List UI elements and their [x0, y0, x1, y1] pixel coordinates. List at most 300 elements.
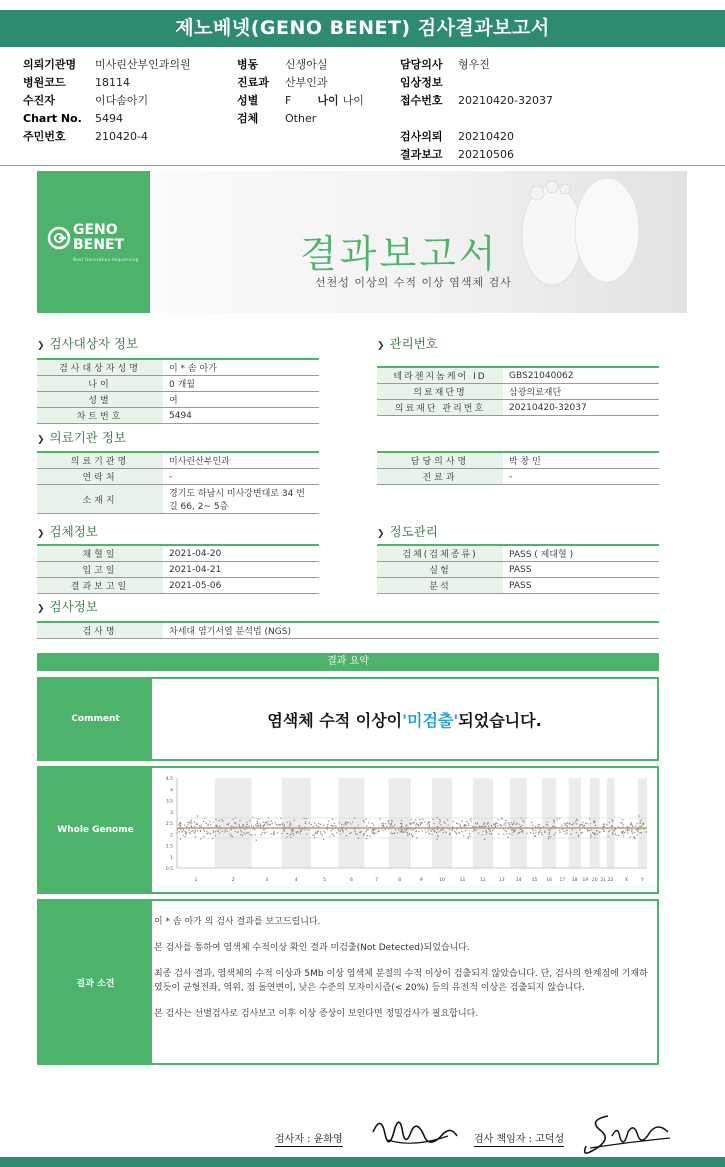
data-point	[354, 829, 355, 830]
row-value: 삼광의료재단	[503, 384, 659, 400]
chromosome-label: 6	[349, 878, 353, 883]
comment-block	[37, 677, 659, 761]
data-point	[397, 832, 398, 833]
data-point	[612, 833, 613, 834]
chief-signature	[580, 1108, 680, 1156]
data-point	[567, 825, 568, 826]
data-point	[394, 824, 395, 825]
data-point	[331, 825, 332, 826]
data-point	[624, 832, 625, 833]
data-point	[631, 829, 632, 830]
data-point	[271, 820, 272, 821]
chromosome-label: 22	[607, 878, 614, 883]
data-point	[373, 824, 374, 825]
data-point	[521, 817, 522, 818]
data-point	[490, 825, 491, 826]
arrow-icon: ❯	[37, 604, 45, 614]
data-point	[228, 824, 229, 825]
data-point	[203, 836, 204, 837]
data-point	[585, 822, 586, 823]
data-point	[485, 834, 486, 835]
row-value: 경기도 하남시 미사강변대로 34 번길 66, 2~ 5층	[163, 485, 319, 514]
data-point	[594, 821, 595, 822]
data-point	[218, 820, 219, 821]
data-point	[258, 818, 259, 819]
data-point	[567, 830, 568, 831]
data-point	[428, 829, 429, 830]
data-point	[418, 825, 419, 826]
data-point	[449, 834, 450, 835]
header-divider	[0, 165, 725, 166]
data-point	[421, 822, 422, 823]
table-row	[377, 400, 659, 416]
data-point	[615, 833, 616, 834]
data-point	[318, 823, 319, 824]
data-point	[212, 838, 213, 839]
data-point	[334, 835, 335, 836]
row-label: 차트번호	[37, 408, 163, 424]
data-point	[306, 833, 307, 834]
y-tick-label: 3.5	[165, 799, 173, 805]
data-point	[607, 836, 608, 837]
data-point	[447, 824, 448, 825]
data-point	[463, 835, 464, 836]
header-value: F	[285, 94, 292, 107]
data-point	[391, 833, 392, 834]
data-point	[328, 820, 329, 821]
data-point	[590, 837, 591, 838]
data-point	[599, 831, 600, 832]
data-point	[248, 826, 249, 827]
data-point	[556, 819, 557, 820]
data-point	[259, 823, 260, 824]
data-point	[274, 834, 275, 835]
data-point	[345, 829, 346, 830]
data-point	[554, 834, 555, 835]
data-point	[295, 831, 296, 832]
chromosome-label: Y	[641, 878, 645, 883]
header-label: 결과보고	[400, 148, 443, 161]
data-point	[289, 825, 290, 826]
data-point	[269, 824, 270, 825]
data-point	[338, 829, 339, 830]
data-point	[393, 833, 394, 834]
data-point	[231, 825, 232, 826]
chromosome-label: 20	[591, 878, 598, 883]
data-point	[564, 823, 565, 824]
data-point	[437, 836, 438, 837]
table-row	[377, 367, 659, 384]
data-point	[517, 833, 518, 834]
data-point	[467, 837, 468, 838]
data-point	[639, 822, 640, 823]
data-point	[432, 829, 433, 830]
chromosome-label: 14	[515, 878, 522, 883]
data-point	[636, 834, 637, 835]
chromosome-band	[569, 778, 581, 868]
data-point	[464, 824, 465, 825]
data-point	[246, 822, 247, 823]
data-point	[576, 832, 577, 833]
header-column-1	[23, 56, 191, 146]
data-point	[322, 834, 323, 835]
data-point	[197, 815, 198, 816]
data-point	[485, 830, 486, 831]
data-point	[210, 833, 211, 834]
data-point	[366, 838, 367, 839]
data-point	[232, 819, 233, 820]
data-point	[349, 833, 350, 834]
y-tick-label: 2	[170, 833, 173, 839]
arrow-icon: ❯	[37, 529, 45, 539]
data-point	[557, 817, 558, 818]
row-value: PASS	[503, 578, 659, 594]
data-point	[374, 833, 375, 834]
data-point	[508, 822, 509, 823]
data-point	[203, 829, 204, 830]
specimen-table	[37, 544, 319, 594]
data-point	[395, 829, 396, 830]
data-point	[594, 837, 595, 838]
data-point	[263, 829, 264, 830]
data-point	[540, 830, 541, 831]
data-point	[459, 832, 460, 833]
data-point	[291, 831, 292, 832]
header-value: 신생아실	[285, 58, 328, 71]
data-point	[390, 824, 391, 825]
table-row	[37, 392, 319, 408]
data-point	[263, 822, 264, 823]
banner-subtitle: 선천성 이상의 수적 이상 염색체 검사	[315, 276, 512, 289]
data-point	[532, 830, 533, 831]
arrow-icon: ❯	[377, 341, 385, 351]
data-point	[515, 829, 516, 830]
data-point	[243, 824, 244, 825]
data-point	[304, 829, 305, 830]
data-point	[479, 826, 480, 827]
data-point	[454, 831, 455, 832]
data-point	[332, 834, 333, 835]
data-point	[249, 820, 250, 821]
data-point	[427, 830, 428, 831]
data-point	[375, 829, 376, 830]
data-point	[314, 837, 315, 838]
data-point	[484, 839, 485, 840]
data-point	[532, 825, 533, 826]
data-point	[506, 833, 507, 834]
section-test-heading: ❯ 검사정보	[37, 599, 98, 614]
data-point	[290, 823, 291, 824]
data-point	[195, 836, 196, 837]
row-label: 검체(검체종류)	[377, 545, 503, 562]
data-point	[347, 822, 348, 823]
data-point	[460, 824, 461, 825]
data-point	[200, 838, 201, 839]
data-point	[447, 819, 448, 820]
examiner-signature	[368, 1110, 463, 1155]
data-point	[246, 832, 247, 833]
header-value: 20210506	[458, 148, 514, 161]
data-point	[235, 823, 236, 824]
data-point	[539, 824, 540, 825]
data-point	[489, 833, 490, 834]
data-point	[257, 823, 258, 824]
data-point	[622, 833, 623, 834]
table-row	[377, 384, 659, 400]
header-row	[237, 110, 364, 128]
header-row	[400, 56, 553, 74]
whole-genome-plot	[157, 772, 657, 890]
data-point	[586, 823, 587, 824]
data-point	[419, 819, 420, 820]
row-value: 미사린산부인과	[163, 452, 319, 469]
data-point	[192, 830, 193, 831]
data-point	[339, 822, 340, 823]
data-point	[199, 825, 200, 826]
data-point	[425, 831, 426, 832]
table-row	[37, 562, 319, 578]
data-point	[589, 830, 590, 831]
row-value: 2021-05-06	[163, 578, 319, 594]
chromosome-label: 17	[559, 878, 566, 883]
data-point	[196, 823, 197, 824]
data-point	[452, 830, 453, 831]
header-value: Other	[285, 112, 317, 125]
data-point	[404, 829, 405, 830]
row-label: 채혈일	[37, 545, 163, 562]
data-point	[182, 831, 183, 832]
data-point	[505, 822, 506, 823]
data-point	[622, 831, 623, 832]
data-point	[401, 820, 402, 821]
data-point	[385, 829, 386, 830]
data-point	[180, 838, 181, 839]
data-point	[632, 833, 633, 834]
data-point	[290, 837, 291, 838]
data-point	[488, 825, 489, 826]
data-point	[398, 829, 399, 830]
data-point	[416, 837, 417, 838]
data-point	[388, 820, 389, 821]
data-point	[180, 823, 181, 824]
data-point	[415, 819, 416, 820]
data-point	[402, 829, 403, 830]
data-point	[611, 819, 612, 820]
data-point	[200, 830, 201, 831]
data-point	[579, 829, 580, 830]
chromosome-label: X	[624, 878, 628, 883]
data-point	[314, 834, 315, 835]
findings-label: 결과 소견	[39, 901, 152, 1063]
data-point	[611, 825, 612, 826]
row-value: PASS ( 제대혈 )	[503, 545, 659, 562]
data-point	[242, 834, 243, 835]
data-point	[311, 824, 312, 825]
data-point	[191, 831, 192, 832]
data-point	[481, 826, 482, 827]
data-point	[424, 822, 425, 823]
data-point	[436, 817, 437, 818]
data-point	[636, 829, 637, 830]
data-point	[510, 822, 511, 823]
header-column-3	[400, 56, 553, 164]
subject-table	[37, 358, 319, 424]
data-point	[289, 821, 290, 822]
row-label: 의료재단 관리번호	[377, 400, 503, 416]
data-point	[301, 831, 302, 832]
data-point	[303, 817, 304, 818]
data-point	[512, 824, 513, 825]
data-point	[473, 830, 474, 831]
data-point	[205, 823, 206, 824]
y-tick-label: 3	[170, 810, 173, 816]
chromosome-band	[338, 778, 364, 868]
data-point	[456, 833, 457, 834]
data-point	[367, 835, 368, 836]
data-point	[195, 829, 196, 830]
data-point	[290, 829, 291, 830]
row-label: 의료재단명	[377, 384, 503, 400]
data-point	[501, 825, 502, 826]
data-point	[273, 831, 274, 832]
data-point	[363, 833, 364, 834]
data-point	[185, 831, 186, 832]
data-point	[634, 838, 635, 839]
header-label: 병동	[237, 58, 259, 71]
test-table	[37, 621, 659, 639]
comment-label: Comment	[39, 679, 152, 759]
data-point	[280, 817, 281, 818]
data-point	[559, 830, 560, 831]
data-point	[533, 832, 534, 833]
header-label: 주민번호	[23, 130, 66, 143]
data-point	[305, 821, 306, 822]
finding-line: 최종 검사 결과, 염색체의 수적 이상과 5Mb 이상 염색체 분절의 수적 이상이 검출되지 않았습니다. 단, 검사의 한계점에 기재하였듯이 균형전좌, 역위, 점 돌연변이, 낮은 수준의 모자이시즘(< 20%) 등의 유전적 이상은 검출되지 않습니다.	[154, 969, 648, 993]
data-point	[443, 829, 444, 830]
data-point	[461, 831, 462, 832]
data-point	[194, 821, 195, 822]
data-point	[350, 823, 351, 824]
data-point	[546, 824, 547, 825]
data-point	[184, 824, 185, 825]
row-label: 입고일	[37, 562, 163, 578]
data-point	[242, 826, 243, 827]
data-point	[289, 834, 290, 835]
data-point	[642, 822, 643, 823]
data-point	[255, 824, 256, 825]
data-point	[612, 821, 613, 822]
data-point	[256, 840, 257, 841]
data-point	[407, 835, 408, 836]
y-tick-label: 2.5	[165, 822, 173, 827]
data-point	[535, 832, 536, 833]
data-point	[590, 835, 591, 836]
chromosome-band	[432, 778, 452, 868]
header-value: 20210420-32037	[458, 94, 553, 107]
row-label: 담당의사명	[377, 452, 503, 469]
findings-text	[154, 915, 654, 1033]
data-point	[579, 824, 580, 825]
data-point	[194, 826, 195, 827]
data-point	[206, 830, 207, 831]
data-point	[614, 830, 615, 831]
row-value: 0 개월	[163, 376, 319, 392]
data-point	[498, 833, 499, 834]
data-point	[320, 831, 321, 832]
chromosome-label: 9	[419, 878, 423, 883]
data-point	[265, 832, 266, 833]
data-point	[411, 834, 412, 835]
chromosome-label: 11	[459, 878, 466, 883]
data-point	[483, 830, 484, 831]
data-point	[487, 823, 488, 824]
row-value: PASS	[503, 562, 659, 578]
header-label: 수진자	[23, 94, 55, 107]
data-point	[580, 833, 581, 834]
data-point	[550, 836, 551, 837]
findings-block	[37, 899, 659, 1065]
row-value: 박 창 민	[503, 452, 659, 469]
data-point	[520, 826, 521, 827]
data-point	[555, 833, 556, 834]
data-point	[290, 834, 291, 835]
data-point	[323, 831, 324, 832]
row-value: -	[503, 469, 659, 485]
data-point	[491, 833, 492, 834]
data-point	[429, 826, 430, 827]
data-point	[641, 832, 642, 833]
data-point	[596, 830, 597, 831]
data-point	[293, 835, 294, 836]
data-point	[267, 825, 268, 826]
data-point	[635, 825, 636, 826]
header-label: 병원코드	[23, 76, 66, 89]
data-point	[280, 824, 281, 825]
data-point	[409, 822, 410, 823]
comment-text: 염색체 수적 이상이 '미검출' 되었습니다.	[152, 679, 657, 759]
finding-line: 이 * 솜 아가 의 검사 결과를 보고드립니다.	[154, 917, 321, 927]
chromosome-band	[510, 778, 526, 868]
data-point	[429, 824, 430, 825]
table-row	[37, 376, 319, 392]
data-point	[352, 822, 353, 823]
data-point	[213, 821, 214, 822]
logo-text-benet: BENET	[73, 237, 125, 253]
data-point	[388, 823, 389, 824]
data-point	[249, 834, 250, 835]
data-point	[516, 823, 517, 824]
chromosome-label: 21	[600, 878, 607, 883]
data-point	[548, 829, 549, 830]
data-point	[441, 829, 442, 830]
header-row	[400, 74, 553, 92]
data-point	[589, 818, 590, 819]
doctor-table	[377, 451, 659, 485]
geno-benet-logo	[37, 171, 150, 313]
chromosome-label: 16	[546, 878, 553, 883]
header-label: 검체	[237, 112, 259, 125]
data-point	[335, 825, 336, 826]
data-point	[522, 830, 523, 831]
data-point	[360, 832, 361, 833]
data-point	[535, 835, 536, 836]
data-point	[615, 829, 616, 830]
data-point	[345, 821, 346, 822]
data-point	[368, 822, 369, 823]
data-point	[215, 831, 216, 832]
data-point	[254, 829, 255, 830]
data-point	[383, 824, 384, 825]
